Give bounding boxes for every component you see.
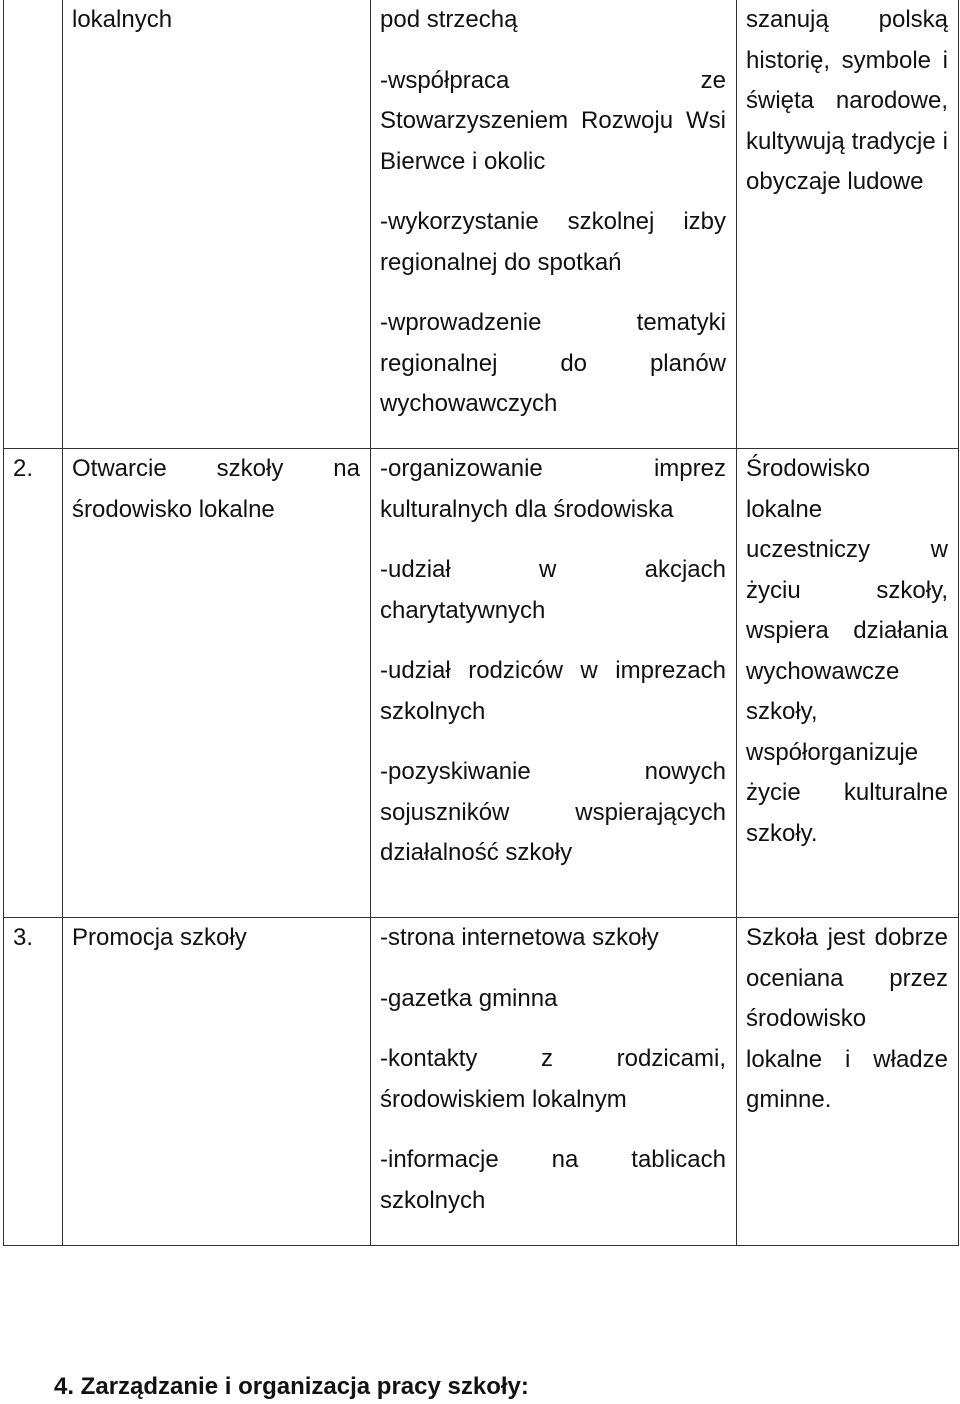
area-cell — [63, 449, 371, 918]
activity-item: -strona internetowa szkoły — [380, 924, 659, 951]
activities-cell — [371, 449, 737, 918]
table-row — [4, 449, 959, 918]
area-text: Promocja szkoły — [72, 924, 247, 951]
result-text: Środowisko lokalne uczestniczy w życiu szkoły, wspiera działania wychowawcze szkoły, współorganizuje życie kulturalne szkoły. — [746, 455, 948, 847]
table-row — [4, 918, 959, 1246]
table-row — [4, 0, 959, 449]
activity-item: -kontakty z rodzicami, środowiskiem lokalnym — [380, 1045, 726, 1113]
plan-table — [3, 0, 959, 1246]
result-cell — [737, 918, 959, 1246]
activity-item: -organizowanie imprez kulturalnych dla środowiska — [380, 455, 726, 523]
activity-item: -gazetka gminna — [380, 984, 558, 1012]
activity-item: -współpraca ze Stowarzyszeniem Rozwoju Wsi Bierwce i okolic — [380, 66, 726, 175]
activity-item: -pozyskiwanie nowych sojuszników wspierających działalność szkoły — [380, 758, 726, 866]
result-text: szanują polską historię, symbole i święta narodowe, kultywują tradycje i obyczaje ludowe — [746, 6, 948, 195]
activity-item: -udział w akcjach charytatywnych — [380, 556, 726, 624]
section-heading: 4. Zarządzanie i organizacja pracy szkoły: — [54, 1373, 529, 1400]
row-number: 2. — [4, 449, 63, 918]
row-number: 3. — [4, 918, 63, 1246]
area-cell — [63, 0, 371, 449]
activity-item: -wykorzystanie szkolnej izby regionalnej do spotkań — [380, 208, 726, 276]
row-number — [4, 0, 63, 449]
activity-item: -udział rodziców w imprezach szkolnych — [380, 657, 726, 725]
result-text: Szkoła jest dobrze oceniana przez środowisko lokalne i władze gminne. — [746, 924, 948, 1113]
activities-cell — [371, 918, 737, 1246]
result-cell — [737, 449, 959, 918]
result-cell — [737, 0, 959, 449]
area-text: lokalnych — [72, 6, 173, 33]
activity-item: -wprowadzenie tematyki regionalnej do planów wychowawczych — [380, 309, 726, 417]
activities-cell — [371, 0, 737, 449]
activity-item: -informacje na tablicach szkolnych — [380, 1146, 726, 1214]
area-cell — [63, 918, 371, 1246]
area-text: Otwarcie szkoły na środowisko lokalne — [72, 455, 360, 523]
activity-item: pod strzechą — [380, 6, 518, 33]
